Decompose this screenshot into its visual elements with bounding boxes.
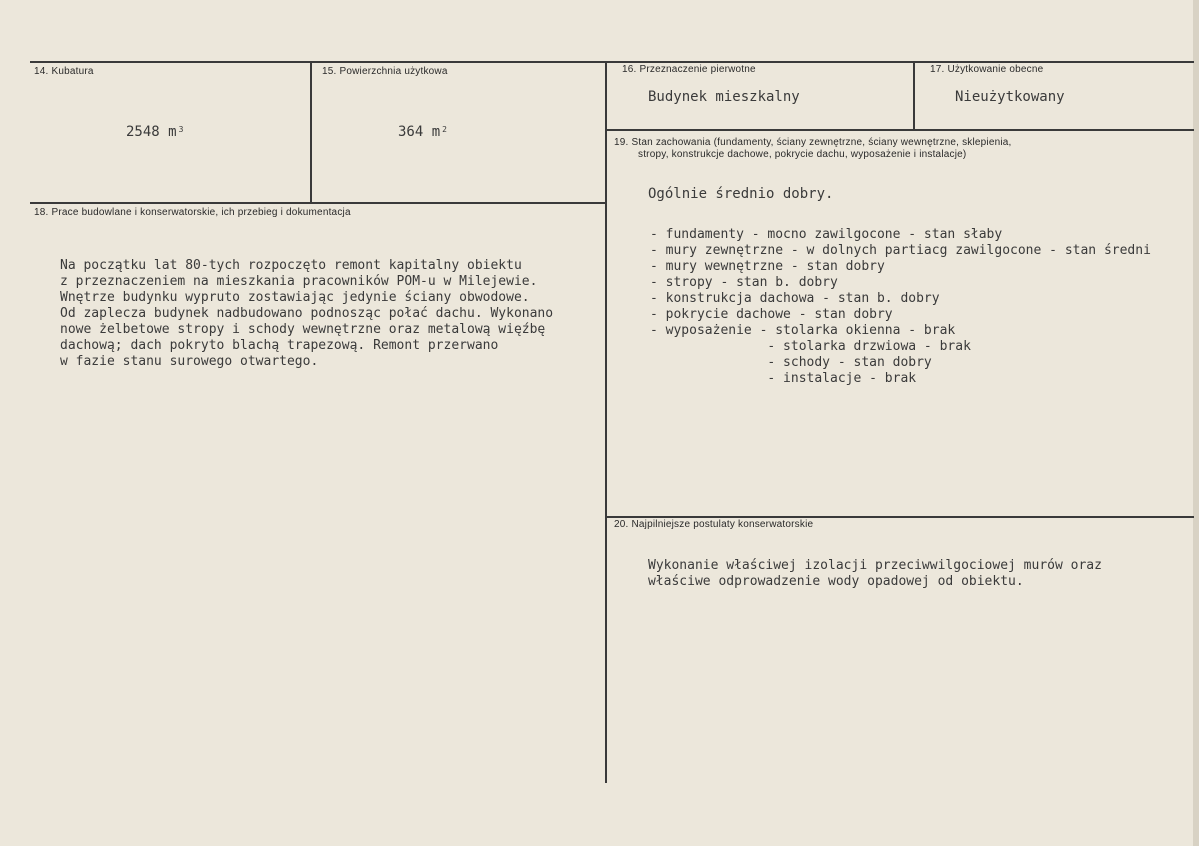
postulaty-text <box>648 542 1102 590</box>
postulaty-line: Wykonanie właściwej izolacji przeciwwilgociowej murów oraz <box>648 558 1102 573</box>
top-rule <box>30 61 1194 63</box>
uzytkowanie-label: 17. Użytkowanie obecne <box>930 64 1044 75</box>
stan-item: - mury zewnętrzne - w dolnych partiacg zawilgocone - stan średni <box>650 243 1151 258</box>
divider-14-15 <box>310 61 312 204</box>
prace-label: 18. Prace budowlane i konserwatorskie, ich przebieg i dokumentacja <box>34 207 351 218</box>
stan-item: - stropy - stan b. dobry <box>650 275 838 290</box>
stan-item: - wyposażenie - stolarka okienna - brak <box>650 323 956 338</box>
prace-line: z przeznaczeniem na mieszkania pracowników POM-u w Milejewie. <box>60 274 538 289</box>
powierzchnia-unit-sup: 2 <box>442 125 447 134</box>
prace-line: nowe żelbetowe stropy i schody wewnętrzne oraz metalową więźbę <box>60 322 546 337</box>
przeznaczenie-value: Budynek mieszkalny <box>648 89 800 105</box>
prace-line: dachową; dach pokryto blachą trapezową. Remont przerwano <box>60 338 499 353</box>
kubatura-value <box>126 122 183 140</box>
stan-item: - pokrycie dachowe - stan dobry <box>650 307 893 322</box>
stan-item: - schody - stan dobry <box>650 355 932 370</box>
postulaty-line: właściwe odprowadzenie wody opadowej od obiektu. <box>648 574 1024 589</box>
kubatura-number: 2548 m <box>126 124 177 140</box>
prace-line: w fazie stanu surowego otwartego. <box>60 354 319 369</box>
stan-label-2: stropy, konstrukcje dachowe, pokrycie dachu, wyposażenie i instalacje) <box>638 149 967 160</box>
divider-16-17 <box>913 61 915 130</box>
kubatura-label: 14. Kubatura <box>34 66 94 77</box>
stan-item: - konstrukcja dachowa - stan b. dobry <box>650 291 940 306</box>
rule-above-18 <box>30 202 606 204</box>
card-edge <box>1193 0 1199 846</box>
rule-above-20 <box>605 516 1194 518</box>
center-divider <box>605 61 607 783</box>
przeznaczenie-label: 16. Przeznaczenie pierwotne <box>622 64 756 75</box>
stan-item: - stolarka drzwiowa - brak <box>650 339 971 354</box>
stan-summary: Ogólnie średnio dobry. <box>648 186 834 202</box>
stan-item: - instalacje - brak <box>650 371 917 386</box>
powierzchnia-value <box>398 122 447 140</box>
stan-list <box>650 211 1151 387</box>
kubatura-unit-sup: 3 <box>178 125 184 134</box>
stan-label-1: 19. Stan zachowania (fundamenty, ściany zewnętrzne, ściany wewnętrzne, sklepienia, <box>614 137 1012 148</box>
prace-line: Od zaplecza budynek nadbudowano podnosząc połać dachu. Wykonano <box>60 306 554 321</box>
rule-under-16-17 <box>605 129 1194 131</box>
postulaty-label: 20. Najpilniejsze postulaty konserwatorskie <box>614 519 814 530</box>
prace-text <box>60 242 553 370</box>
stan-item: - fundamenty - mocno zawilgocone - stan słaby <box>650 227 1003 242</box>
stan-item: - mury wewnętrzne - stan dobry <box>650 259 885 274</box>
prace-line: Na początku lat 80-tych rozpoczęto remont kapitalny obiektu <box>60 258 522 273</box>
powierzchnia-number: 364 m <box>398 124 441 140</box>
uzytkowanie-value: Nieużytkowany <box>955 89 1065 105</box>
powierzchnia-label: 15. Powierzchnia użytkowa <box>322 66 448 77</box>
prace-line: Wnętrze budynku wypruto zostawiając jedynie ściany obwodowe. <box>60 290 530 305</box>
